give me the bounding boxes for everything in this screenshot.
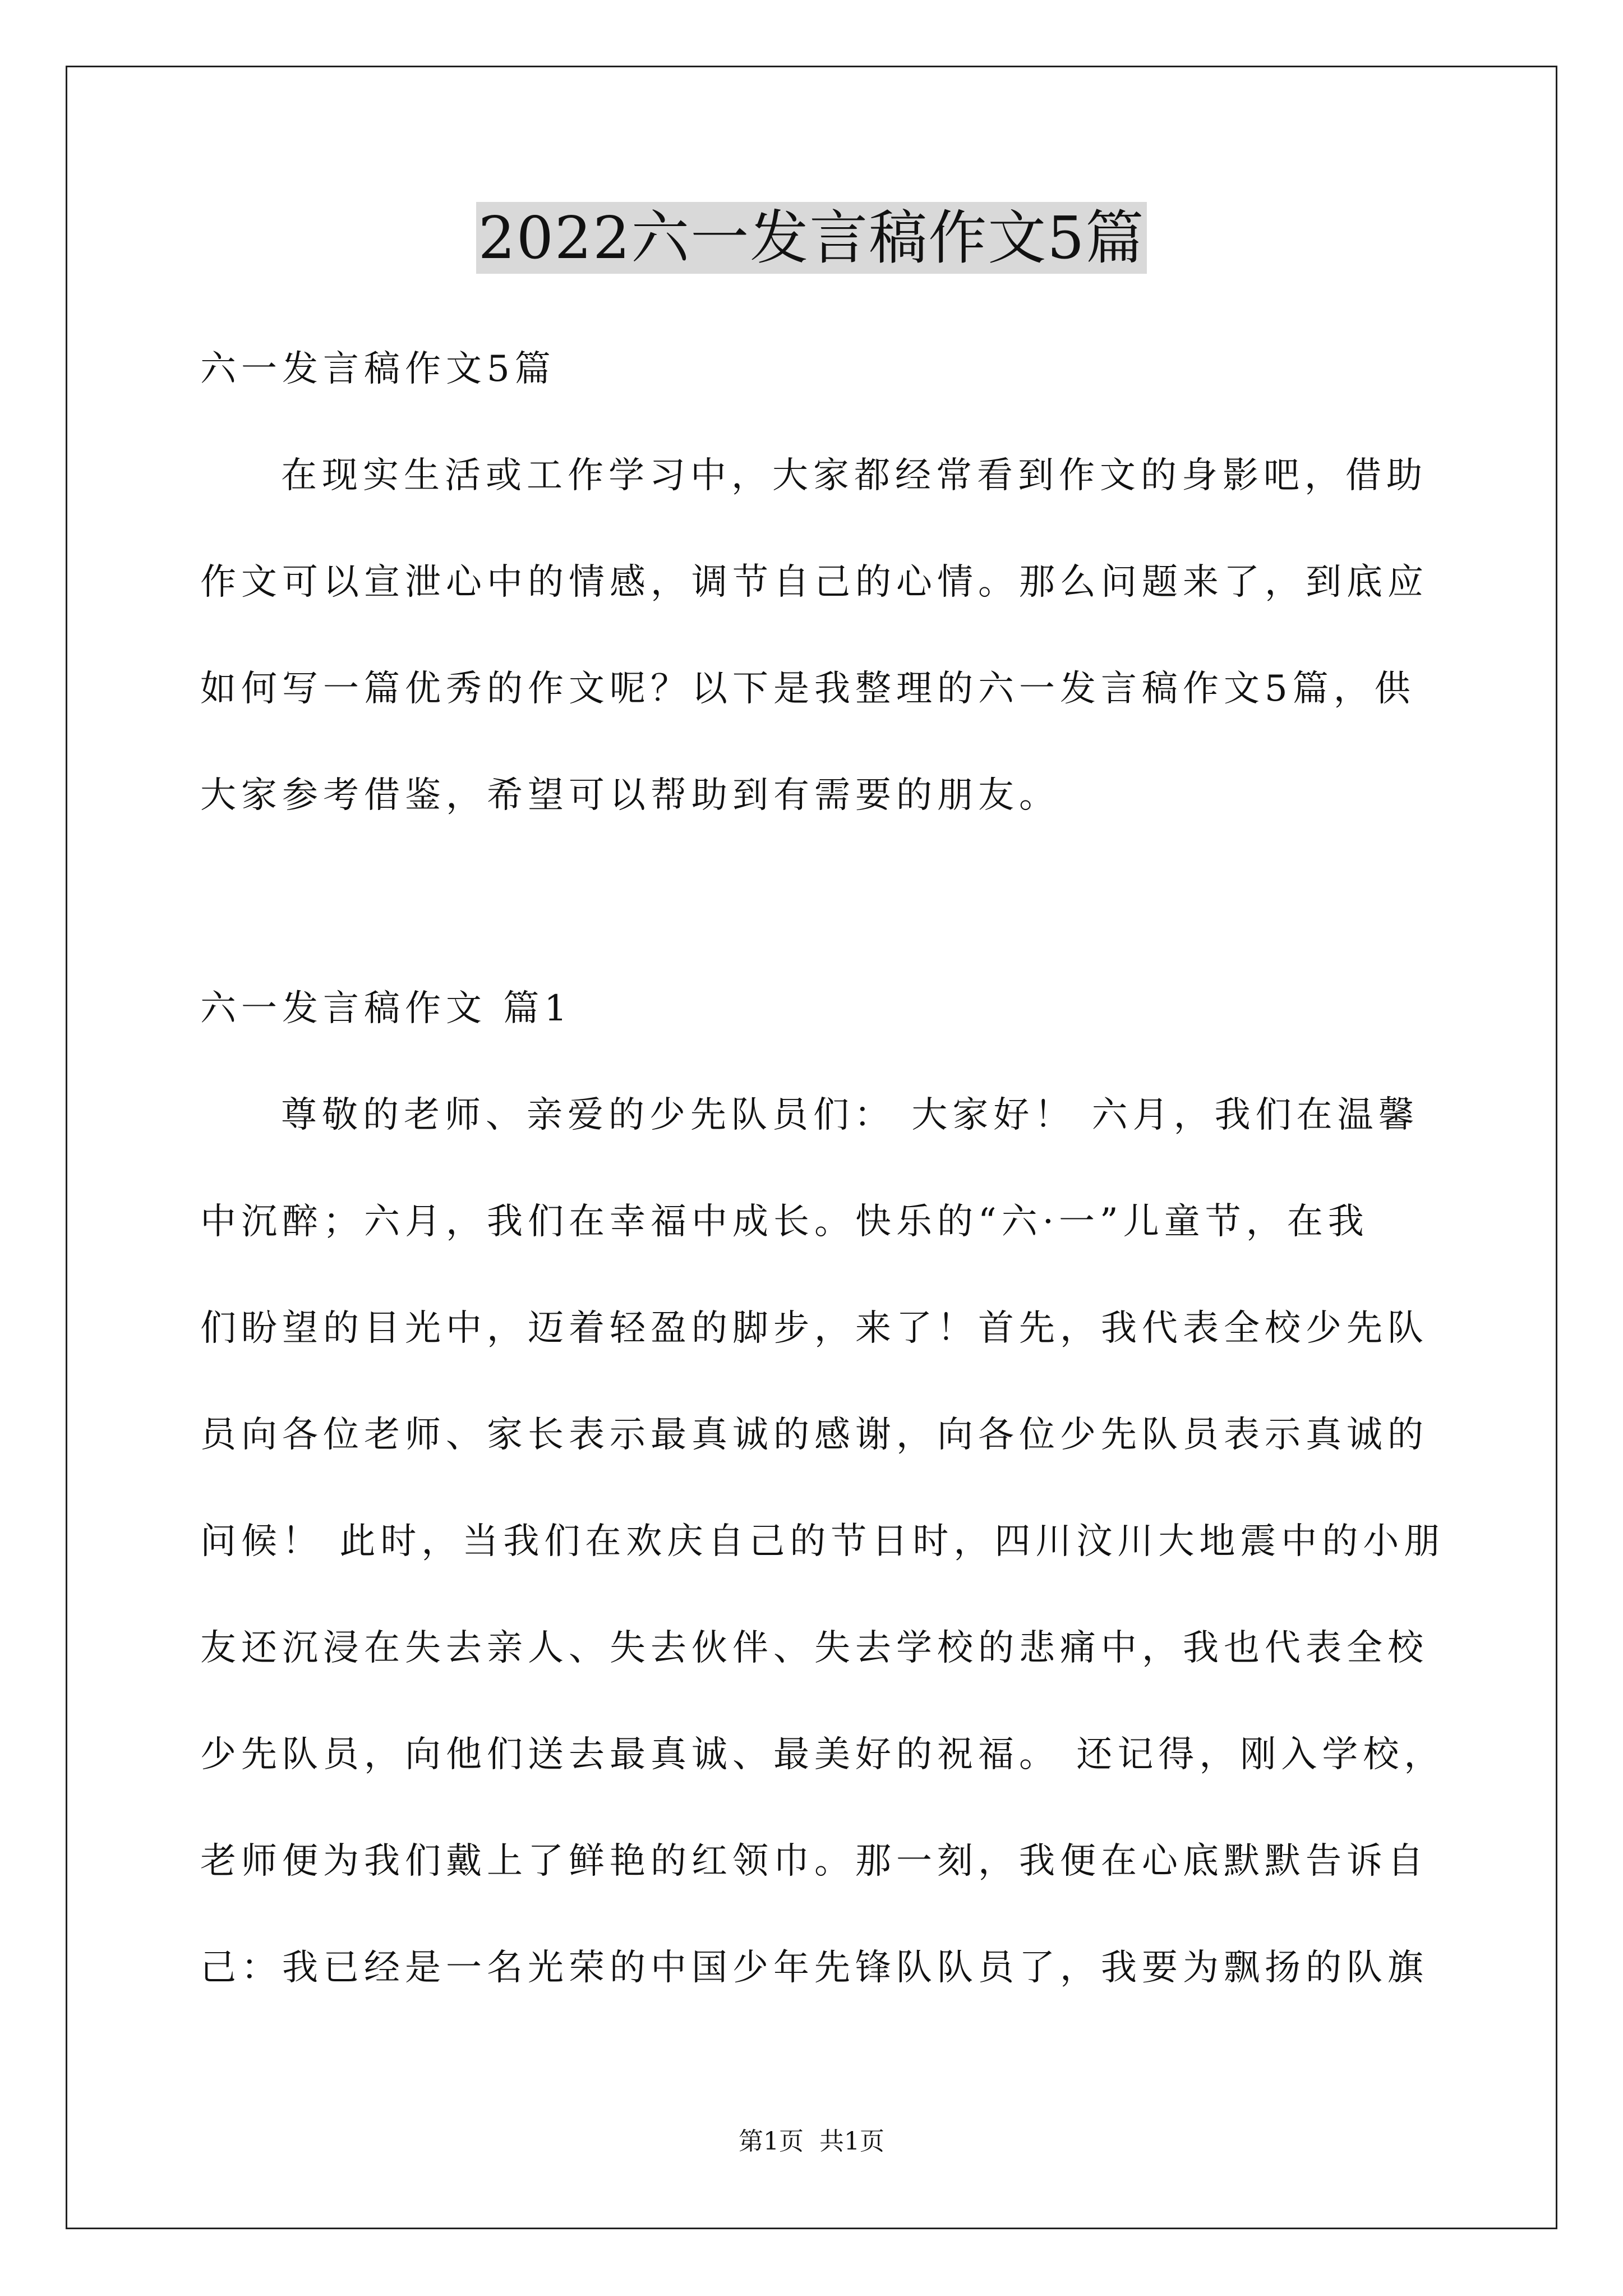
- body-line: 员向各位老师、家长表示最真诚的感谢，向各位少先队员表示真诚的: [200, 1414, 1428, 1456]
- subtitle: 六一发言稿作文5篇: [200, 348, 556, 390]
- page-footer: [0, 2125, 1623, 2159]
- body-line: 友还沉浸在失去亲人、失去伙伴、失去学校的悲痛中，我也代表全校: [200, 1627, 1428, 1669]
- body-line: 中沉醉；六月，我们在幸福中成长。快乐的“六·一”儿童节，在我: [200, 1201, 1369, 1243]
- page-total: 共1页: [819, 2127, 884, 2156]
- intro-line: 大家参考借鉴，希望可以帮助到有需要的朋友。: [200, 775, 1060, 816]
- body-line: 问候！ 此时，当我们在欢庆自己的节日时，四川汶川大地震中的小朋: [200, 1521, 1445, 1562]
- section-heading: 六一发言稿作文 篇1: [200, 988, 573, 1029]
- page-number: 第1页: [739, 2127, 804, 2156]
- intro-line: 如何写一篇优秀的作文呢？以下是我整理的六一发言稿作文5篇，供: [200, 668, 1415, 710]
- body-line: 尊敬的老师、亲爱的少先队员们： 大家好！ 六月，我们在温馨: [281, 1094, 1419, 1136]
- title-container: [0, 202, 1623, 274]
- document-body: [200, 316, 1445, 2021]
- body-line: 们盼望的目光中，迈着轻盈的脚步，来了！首先，我代表全校少先队: [200, 1308, 1428, 1349]
- intro-line: 作文可以宣泄心中的情感，调节自己的心情。那么问题来了，到底应: [200, 562, 1428, 603]
- body-line: 己：我已经是一名光荣的中国少年先锋队队员了，我要为飘扬的队旗: [200, 1947, 1428, 1989]
- paragraph-gap: [200, 849, 1434, 955]
- intro-line: 在现实生活或工作学习中，大家都经常看到作文的身影吧，借助: [281, 455, 1427, 496]
- body-line: 少先队员，向他们送去最真诚、最美好的祝福。 还记得，刚入学校，: [200, 1734, 1445, 1775]
- document-title: 2022六一发言稿作文5篇: [476, 202, 1147, 274]
- body-line: 老师便为我们戴上了鲜艳的红领巾。那一刻，我便在心底默默告诉自: [200, 1841, 1428, 1882]
